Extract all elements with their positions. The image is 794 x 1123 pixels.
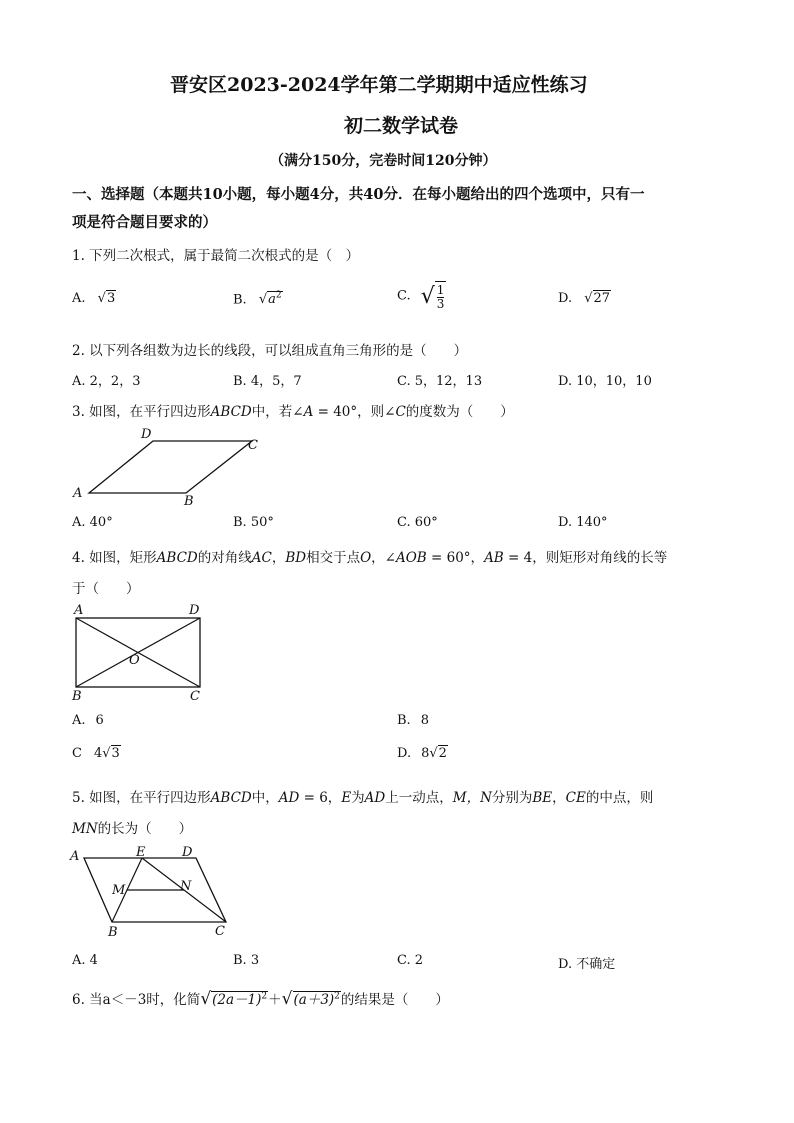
q5-stem-line1: 5. 如图，在平行四边形ABCD中，AD = 6，E为AD上一动点，M，N分别为BE，CE的中点，则 xyxy=(72,790,654,806)
q5-label-a: A xyxy=(70,849,80,864)
q1-a-label: A. xyxy=(72,291,86,306)
q1-stem: 1. 下列二次根式，属于最简二次根式的是（ ） xyxy=(72,248,360,264)
q2-option-a[interactable]: A. 2，2，3 xyxy=(72,374,141,389)
q3-option-a[interactable]: A. 40° xyxy=(72,515,113,530)
q1-c-label: C. xyxy=(397,288,411,304)
q5-stem-line2: MN的长为（ ） xyxy=(72,821,193,837)
exam-info: （满分150分，完卷时间120分钟） xyxy=(270,153,497,169)
q1-a-radicand: 3 xyxy=(106,291,116,306)
q3-option-b[interactable]: B. 50° xyxy=(233,515,274,530)
q5-label-b: B xyxy=(108,925,118,940)
q1-option-d[interactable]: D. √27 xyxy=(558,291,611,306)
q3-label-b: B xyxy=(184,494,194,509)
q4-option-d[interactable]: D. 8√2 xyxy=(397,746,447,761)
section-heading-line2: 项是符合题目要求的） xyxy=(72,214,217,231)
q1-d-label: D. xyxy=(558,291,573,306)
exam-subject: 初二数学试卷 xyxy=(344,115,459,137)
q3-label-a: A xyxy=(73,486,83,501)
q5-label-m: M xyxy=(112,883,126,898)
q4-label-b: B xyxy=(72,689,82,704)
q3-label-d: D xyxy=(141,427,152,442)
section-heading-line1: 一、选择题（本题共10小题，每小题4分，共40分．在每小题给出的四个选项中，只有一 xyxy=(72,186,645,203)
q4-label-o: O xyxy=(129,653,140,668)
q4-label-a: A xyxy=(74,603,84,618)
q2-option-d[interactable]: D. 10，10，10 xyxy=(558,374,652,389)
q2-stem: 2. 以下列各组数为边长的线段，可以组成直角三角形的是（ ） xyxy=(72,343,468,359)
q3-stem: 3. 如图，在平行四边形ABCD中，若∠A = 40°，则∠C的度数为（ ） xyxy=(72,404,514,420)
q1-c-num: 1 xyxy=(436,283,445,297)
q5-option-a[interactable]: A. 4 xyxy=(72,953,98,968)
q5-option-c[interactable]: C. 2 xyxy=(397,953,424,968)
q4-option-a[interactable]: A. 6 xyxy=(72,713,104,728)
q3-parallelogram xyxy=(89,441,252,493)
q5-option-b[interactable]: B. 3 xyxy=(233,953,260,968)
q5-parallelogram-figure xyxy=(68,840,238,942)
q5-label-c: C xyxy=(215,924,225,939)
q1-option-a[interactable]: A. √3 xyxy=(72,291,116,306)
q4-option-c[interactable]: C 4√3 xyxy=(72,746,120,761)
q3-option-c[interactable]: C. 60° xyxy=(397,515,438,530)
exam-title: 晋安区2023-2024学年第二学期期中适应性练习 xyxy=(170,74,588,96)
q4-label-d: D xyxy=(189,603,200,618)
q1-option-b[interactable]: B. $√a^2$ xyxy=(233,291,282,308)
q6-stem: 6. 当a＜－3时，化简$√(2a-1)^2+√(a+3)^2$的结果是（ ） xyxy=(72,989,449,1009)
q4-option-b[interactable]: B. 8 xyxy=(397,713,429,728)
q2-option-c[interactable]: C. 5，12，13 xyxy=(397,374,483,389)
q4-stem-line2: 于（ ） xyxy=(72,581,140,597)
q1-b-label: B. xyxy=(233,292,247,308)
q5-option-d[interactable]: D. 不确定 xyxy=(558,957,616,972)
q2-option-b[interactable]: B. 4，5，7 xyxy=(233,374,302,389)
q1-b-base: a xyxy=(268,292,276,308)
q4-rectangle-figure xyxy=(68,600,218,705)
q3-label-c: C xyxy=(248,438,258,453)
q3-parallelogram-figure xyxy=(70,425,270,510)
q5-label-d: D xyxy=(182,845,193,860)
q1-b-exp: 2 xyxy=(275,291,282,301)
q1-d-radicand: 27 xyxy=(593,291,611,306)
q4-stem-line1: 4. 如图，矩形ABCD的对角线AC，BD相交于点O，∠AOB = 60°，AB = 4，则矩形对角线的长等 xyxy=(72,550,668,566)
q3-option-d[interactable]: D. 140° xyxy=(558,515,608,530)
q4-label-c: C xyxy=(190,689,200,704)
q5-label-n: N xyxy=(180,879,192,894)
q1-option-c[interactable]: C. √ $\frac{1}{3}$ xyxy=(397,283,445,311)
q1-c-den: 3 xyxy=(436,297,445,311)
q5-label-e: E xyxy=(136,845,146,860)
